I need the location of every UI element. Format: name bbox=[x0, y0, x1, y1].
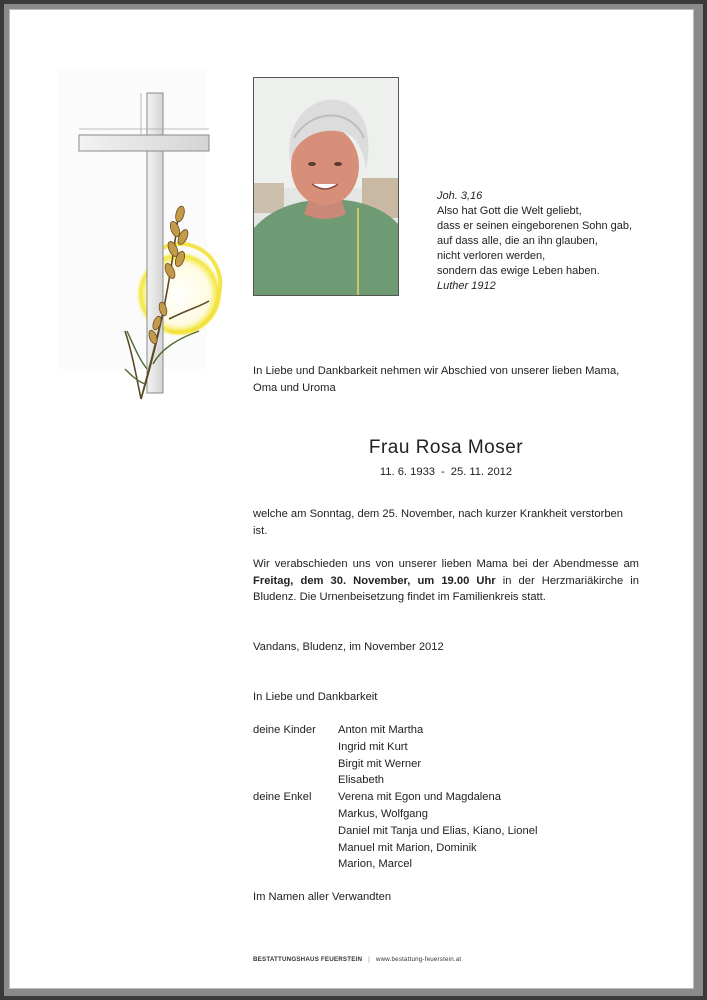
portrait-photo bbox=[253, 77, 399, 296]
verse-line: sondern das ewige Leben haben. bbox=[437, 265, 600, 277]
obituary-page bbox=[9, 9, 694, 989]
family-list bbox=[253, 722, 639, 873]
verse-line: dass er seinen eingeborenen Sohn gab, bbox=[437, 220, 633, 232]
relatives-line: Im Namen aller Verwandten bbox=[253, 891, 392, 903]
children-group bbox=[253, 722, 639, 789]
service-text-after: in der Herzmariäkirche in Bludenz. Die Urnenbeisetzung findet im Familienkreis statt. bbox=[253, 574, 639, 604]
cross-wheat-sun-icon bbox=[49, 69, 239, 409]
intro-text: In Liebe und Dankbarkeit nehmen wir Abschied von unserer lieben Mama, Oma und Uroma bbox=[253, 365, 620, 394]
company-name: BESTATTUNGSHAUS FEUERSTEIN bbox=[253, 956, 363, 963]
grandchildren-group bbox=[253, 789, 639, 873]
service-info bbox=[253, 556, 639, 606]
family-member: Elisabeth bbox=[338, 774, 385, 787]
verse-translation: Luther 1912 bbox=[437, 280, 496, 292]
footer-divider: | bbox=[368, 956, 370, 963]
deceased-name: Frau Rosa Moser bbox=[368, 437, 524, 458]
bible-verse bbox=[437, 189, 677, 294]
verse-line: auf dass alle, die an ihn glauben, bbox=[437, 235, 598, 247]
death-date: 25. 11. 2012 bbox=[450, 466, 513, 478]
date-separator: - bbox=[441, 466, 445, 478]
children-label: deine Kinder bbox=[253, 724, 316, 736]
verse-reference: Joh. 3,16 bbox=[437, 190, 483, 202]
place-date: Vandans, Bludenz, im November 2012 bbox=[253, 641, 444, 653]
family-member: Marion, Marcel bbox=[338, 858, 412, 871]
portrait-illustration bbox=[254, 78, 398, 295]
verse-line: Also hat Gott die Welt geliebt, bbox=[437, 205, 582, 217]
family-member: Markus, Wolfgang bbox=[338, 807, 428, 820]
family-member: Verena mit Egon und Magdalena bbox=[338, 791, 501, 804]
death-notice: welche am Sonntag, dem 25. November, nach kurzer Krankheit verstorben ist. bbox=[253, 508, 624, 537]
closing-line: In Liebe und Dankbarkeit bbox=[253, 691, 378, 703]
family-member: Birgit mit Werner bbox=[338, 757, 422, 770]
grandchildren-label: deine Enkel bbox=[253, 791, 312, 804]
family-member: Manuel mit Marion, Dominik bbox=[338, 841, 477, 854]
life-dates bbox=[253, 466, 639, 478]
family-member: Anton mit Martha bbox=[338, 724, 424, 736]
family-member: Daniel mit Tanja und Elias, Kiano, Lionel bbox=[338, 824, 538, 837]
birth-date: 11. 6. 1933 bbox=[379, 466, 436, 478]
service-datetime: Freitag, dem 30. November, um 19.00 Uhr bbox=[253, 574, 496, 587]
service-text-before: Wir verabschieden uns von unserer lieben Mama bei der Abendmesse am bbox=[253, 558, 639, 570]
verse-line: nicht verloren werden, bbox=[437, 250, 546, 262]
website-link[interactable]: www.bestattung-feuerstein.at bbox=[375, 956, 462, 963]
footer bbox=[253, 956, 653, 963]
family-member: Ingrid mit Kurt bbox=[338, 740, 408, 753]
